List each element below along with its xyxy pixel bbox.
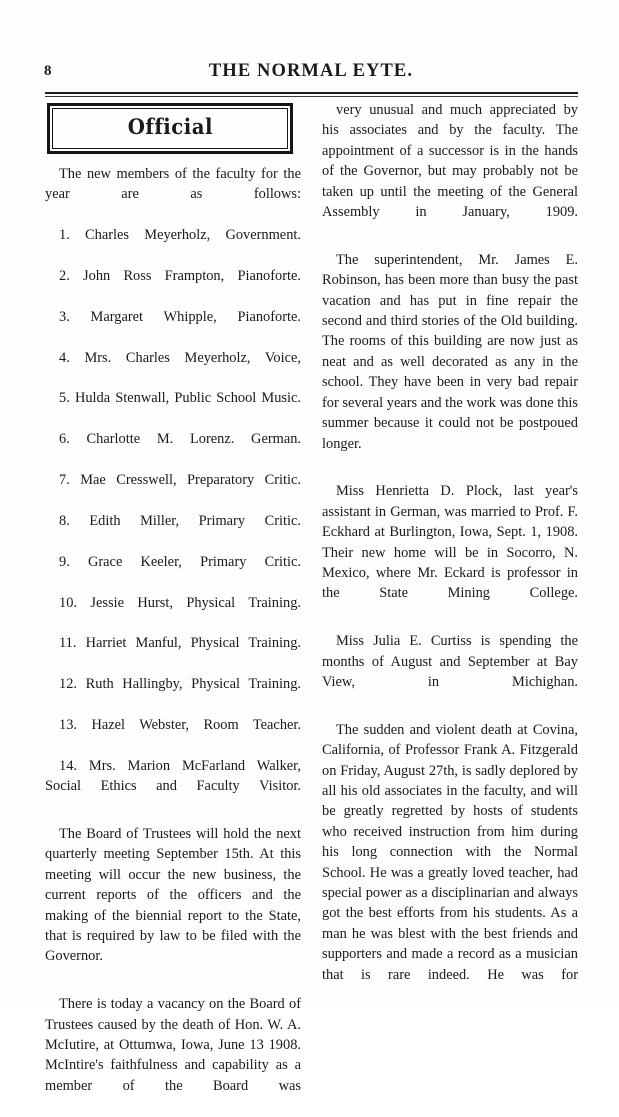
trustees-meeting-paragraph: The Board of Trustees will hold the next quarterly meeting September 15th. At this meeting will occur the new business, the current reports of the officers and the making of the biennial report to the State, that is required by law to be filed with the Governor. [45,826,301,965]
superintendent-paragraph: The superintendent, Mr. James E. Robinson, has been more than busy the past vacation and has put in fine repair the second and third stories of the Old building. The rooms of this building are now just as neat and as well decorated as any in the school. They have been in very bad repair for several years and the work was done this summer because it could not be postpoued longer. [322,251,578,452]
faculty-entry: 8. Edith Miller, Primary Critic. [59,512,301,529]
curtiss-paragraph: Miss Julia E. Curtiss is spending the months of August and September at Bay View, in Michighan. [322,633,578,690]
rule-thick [45,92,578,94]
fitzgerald-obituary-paragraph: The sudden and violent death at Covina, California, of Professor Frank A. Fitzgerald on Friday, August 27th, is sadly deplored by all his old associates in the faculty, and will be greatly regretted by hosts of students who received instruction from him during his long connection with the Normal School. He was a greatly loved teacher, had special power as a disciplinarian and always got the best efforts from his students. As a man he was blest with the best friends and supporters and made a record as a musician that is rare indeed. He was for [322,721,578,983]
faculty-entry: 5. Hulda Stenwall, Public School Music. [59,390,301,407]
faculty-entry: 12. Ruth Hallingby, Physical Training. [59,676,301,693]
rule-thin [45,96,578,97]
journal-title: THE NORMAL EYTE. [208,61,414,81]
faculty-entry: 11. Harriet Manful, Physical Training. [59,635,301,652]
trustees-vacancy-paragraph: There is today a vacancy on the Board of Trustees caused by the death of Hon. W. A. McIutire, at Ottumwa, Iowa, June 13 1908. McIntire's faithfulness and capability as a member of the Board was [45,996,301,1094]
official-section-box [47,103,293,154]
body-columns [45,100,578,1094]
plock-marriage-paragraph: Miss Henrietta D. Plock, last year's assistant in German, was married to Prof. F. Eckhard at Burlington, Iowa, Sept. 1, 1908. Their new home will be in Socorro, N. Mexico, where Mr. Eckard is professor in the State Mining College. [322,483,578,602]
faculty-entry: 6. Charlotte M. Lorenz. German. [59,431,301,448]
faculty-entry: 3. Margaret Whipple, Pianoforte. [59,308,301,325]
faculty-entry: 4. Mrs. Charles Meyerholz, Voice, [59,349,301,366]
faculty-entry: 14. Mrs. Marion McFarland Walker, Social Ethics and Faculty Visitor. [45,757,301,795]
header-double-rule [45,92,578,97]
faculty-entry: 10. Jessie Hurst, Physical Training. [59,594,301,611]
faculty-entry: 1. Charles Meyerholz, Government. [59,227,301,244]
paragraph-spacer [45,817,301,824]
faculty-entry: 9. Grace Keeler, Primary Critic. [59,553,301,570]
page-number: 8 [44,63,52,79]
official-heading: Official [127,114,213,139]
official-box-inner [52,108,288,149]
running-head [44,62,578,88]
successor-appointment-paragraph: very unusual and much appreciated by his associates and by the faculty. The appointment of a successor is in the hands of the Governor, but may probably not be taken up until the meeting of the General Assembly in January, 1909. [322,102,578,221]
faculty-entry: 13. Hazel Webster, Room Teacher. [59,716,301,733]
faculty-intro-paragraph: The new members of the faculty for the year are as follows: [45,166,301,203]
left-column [45,100,301,1094]
right-column [322,100,578,995]
faculty-entry: 2. John Ross Frampton, Pianoforte. [59,268,301,285]
faculty-entry: 7. Mae Cresswell, Preparatory Critic. [59,472,301,489]
